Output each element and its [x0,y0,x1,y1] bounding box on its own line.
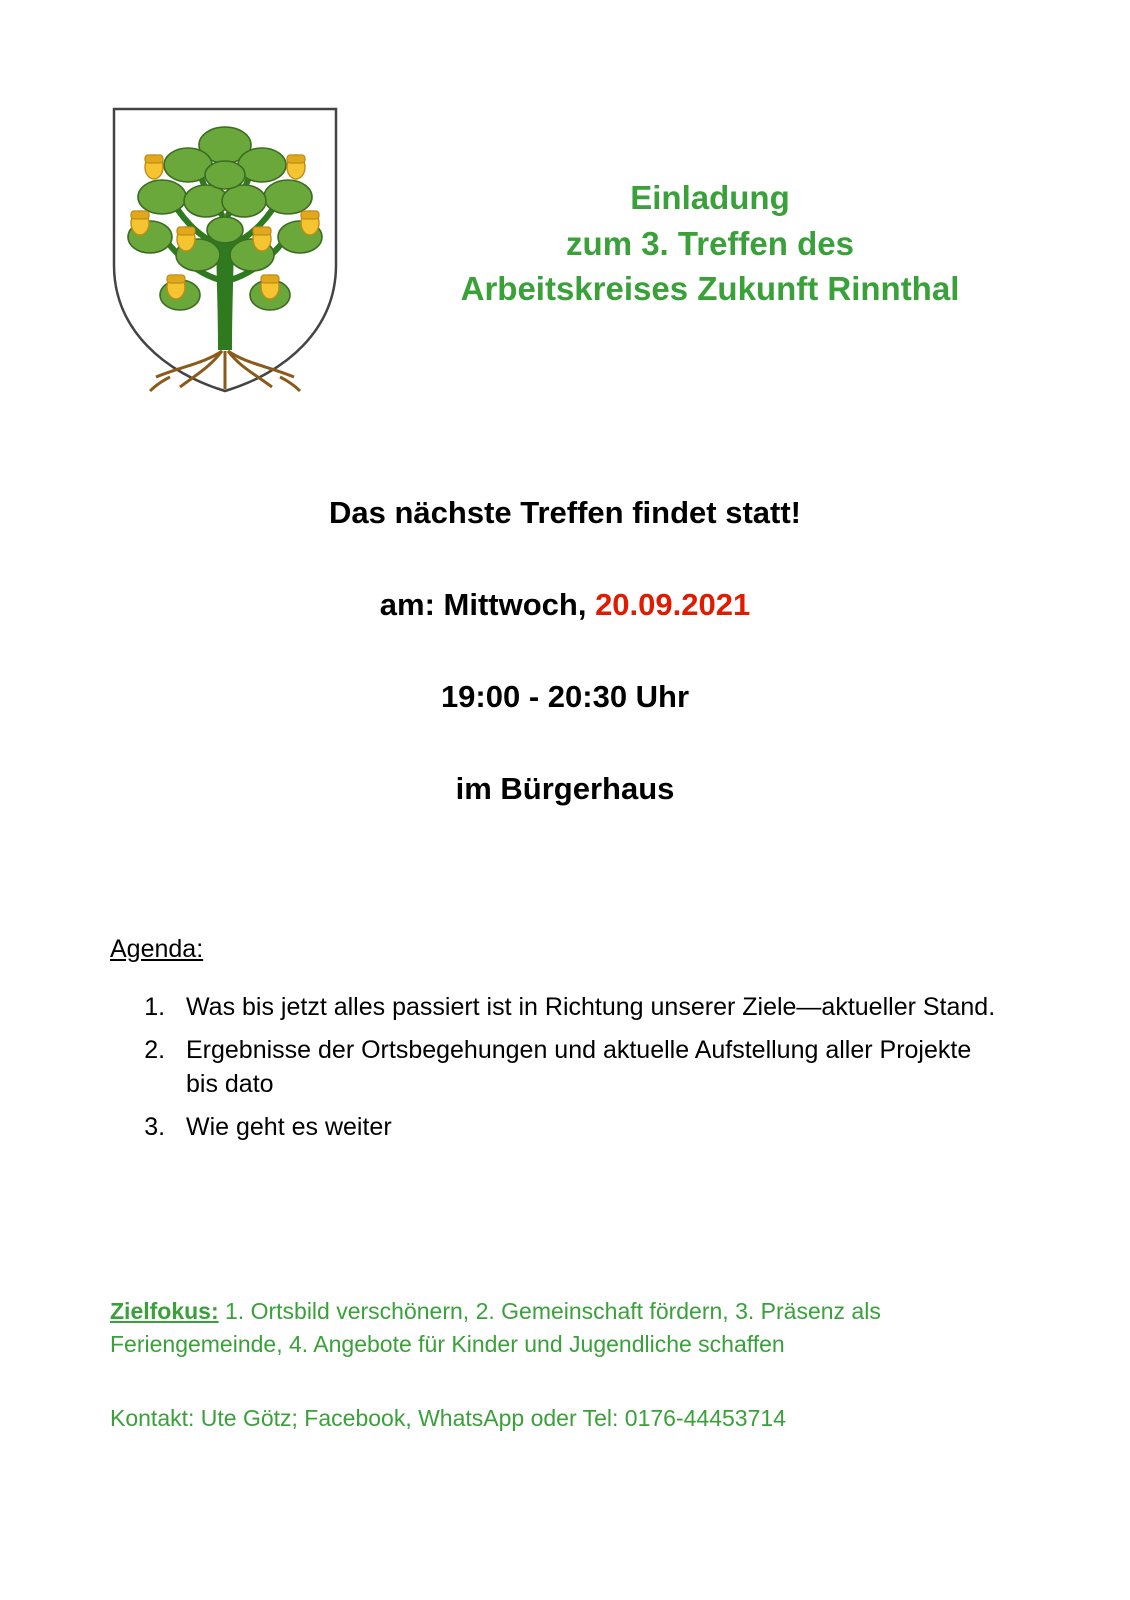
event-details [0,495,1130,807]
agenda-list [110,990,1010,1144]
title-line-1: Einladung [630,179,790,216]
event-date-line [0,587,1130,623]
coat-of-arms-icon [110,105,340,395]
list-item: 3. Wie geht es weiter [172,1110,1010,1145]
contact-line: Kontakt: Ute Götz; Facebook, WhatsApp oder Tel: 0176-44453714 [110,1404,786,1431]
zielfokus-note [110,1295,1010,1362]
agenda-section [110,935,1010,1152]
zielfokus-text: 1. Ortsbild verschönern, 2. Gemeinschaft fördern, 3. Präsenz als Feriengemeinde, 4. Angebote für Kinder und Jugendliche schaffen [110,1298,881,1358]
event-date: 20.09.2021 [595,587,751,622]
event-headline: Das nächste Treffen findet statt! [329,495,801,530]
list-item: 1. Was bis jetzt alles passiert ist in Richtung unserer Ziele—aktueller Stand. [172,990,1010,1025]
list-item: 2. Ergebnisse der Ortsbegehungen und aktuelle Aufstellung aller Projekte bis dato [172,1033,1010,1102]
event-time: 19:00 - 20:30 Uhr [440,679,690,714]
event-date-prefix: am: Mittwoch, [379,587,587,622]
zielfokus-label: Zielfokus: [110,1298,219,1324]
footer-notes [110,1295,1010,1435]
title-line-3: Arbeitskreises Zukunft Rinnthal [460,270,960,308]
document-header [0,95,1130,415]
page-title [360,175,1060,312]
title-line-2: zum 3. Treffen des [566,224,854,262]
event-place: im Bürgerhaus [455,771,675,806]
agenda-heading: Agenda: [110,935,204,963]
